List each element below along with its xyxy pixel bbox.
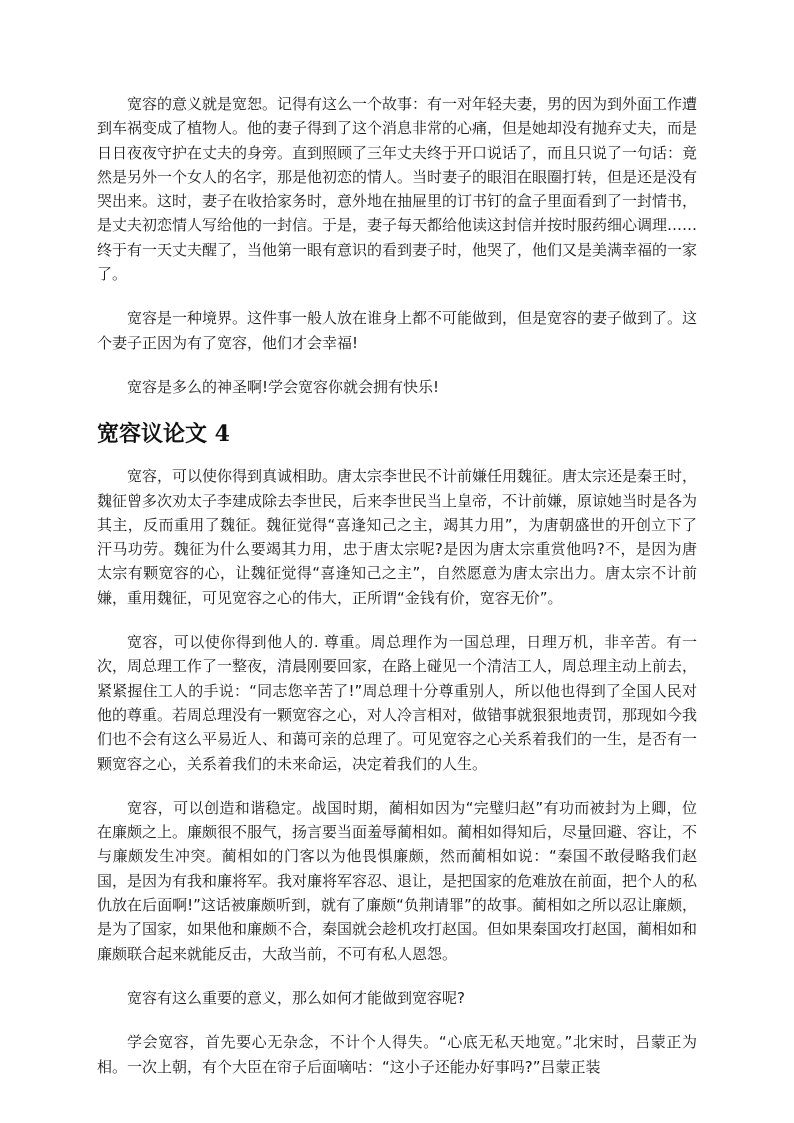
section-heading: 宽容议论文 4 [97,421,230,448]
paragraph: 宽容是一种境界。这件事一般人放在谁身上都不可能做到，但是宽容的妻子做到了。这个妻子正因为有了宽容，他们才会幸福! [97,309,698,352]
paragraph: 宽容有这么重要的意义，那么如何才能做到宽容呢? [127,988,465,1007]
paragraph: 学会宽容，首先要心无杂念，不计个人得失。“心底无私天地宽。”北宋时，吕蒙正为相。一次上朝，有个大臣在帘子后面嘀咕：“这小子还能办好事吗?”吕蒙正装 [97,1033,697,1076]
document-body [97,92,697,1099]
paragraph: 宽容，可以使你得到真诚相助。唐太宗李世民不计前嫌任用魏征。唐太宗还是秦王时，魏征曾多次劝太子李建成除去李世民，后来李世民当上皇帝，不计前嫌，原谅她当时是各为其主，反而重用了魏征。魏征觉得“喜逢知己之主，竭其力用”，为唐朝盛世的开创立下了汗马功劳。魏征为什么要竭其力用，忠于唐太宗呢?是因为唐太宗重赏他吗?不，是因为唐太宗有颗宽容的心，让魏征觉得“喜逢知己之主”，自然愿意为唐太宗出力。唐太宗不计前嫌，重用魏征，可见宽容之心的伟大，正所谓“金钱有价，宽容无价”。 [97,467,698,607]
paragraph: 宽容，可以创造和谐稳定。战国时期，蔺相如因为“完璧归赵”有功而被封为上卿，位在廉颇之上。廉颇很不服气，扬言要当面羞辱蔺相如。蔺相如得知后，尽量回避、容让，不与廉颇发生冲突。蔺相如的门客以为他畏惧廉颇，然而蔺相如说：“秦国不敢侵略我们赵国，是因为有我和廉将军。我对廉将军容忍、退让，是把国家的危难放在前面，把个人的私仇放在后面啊!”这话被廉颇听到，就有了廉颇“负荆请罪”的故事。蔺相如之所以忍让廉颇，是为了国家，如果他和廉颇不合，秦国就会趁机攻打赵国。但如果秦国攻打赵国，蔺相如和廉颇联合起来就能反击，大敌当前，不可有私人恩怨。 [97,798,698,963]
paragraph: 宽容的意义就是宽恕。记得有这么一个故事：有一对年轻夫妻，男的因为到外面工作遭到车祸变成了植物人。他的妻子得到了这个消息非常的心痛，但是她却没有抛弃丈夫，而是日日夜夜守护在丈夫的身旁。直到照顾了三年丈夫终于开口说话了，而且只说了一句话：竟然是另外一个女人的名字，那是他初恋的情人。当时妻子的眼泪在眼圈打转，但是还是没有哭出来。这时，妻子在收拾家务时，意外地在抽屉里的订书钉的盒子里面看到了一封情书，是丈夫初恋情人写给他的一封信。于是，妻子每天都给他读这封信并按时服药细心调理……终于有一天丈夫醒了，当他第一眼有意识的看到妻子时，他哭了，他们又是美满幸福的一家了。 [97,95,698,284]
paragraph: 宽容是多么的神圣啊!学会宽容你就会拥有快乐! [127,377,440,396]
paragraph: 宽容，可以使你得到他人的. 尊重。周总理作为一国总理，日理万机，非辛苦。有一次，周总理工作了一整夜，清晨刚要回家，在路上碰见一个清洁工人，周总理主动上前去，紧紧握住工人的手说：“同志您辛苦了!”周总理十分尊重别人，所以他也得到了全国人民对他的尊重。若周总理没有一颗宽容之心，对人冷言相对，做错事就狠狠地责罚，那现如今我们也不会有这么平易近人、和蔼可亲的总理了。可见宽容之心关系着我们的一生，是否有一颗宽容之心，关系着我们的未来命运，决定着我们的人生。 [97,633,698,773]
